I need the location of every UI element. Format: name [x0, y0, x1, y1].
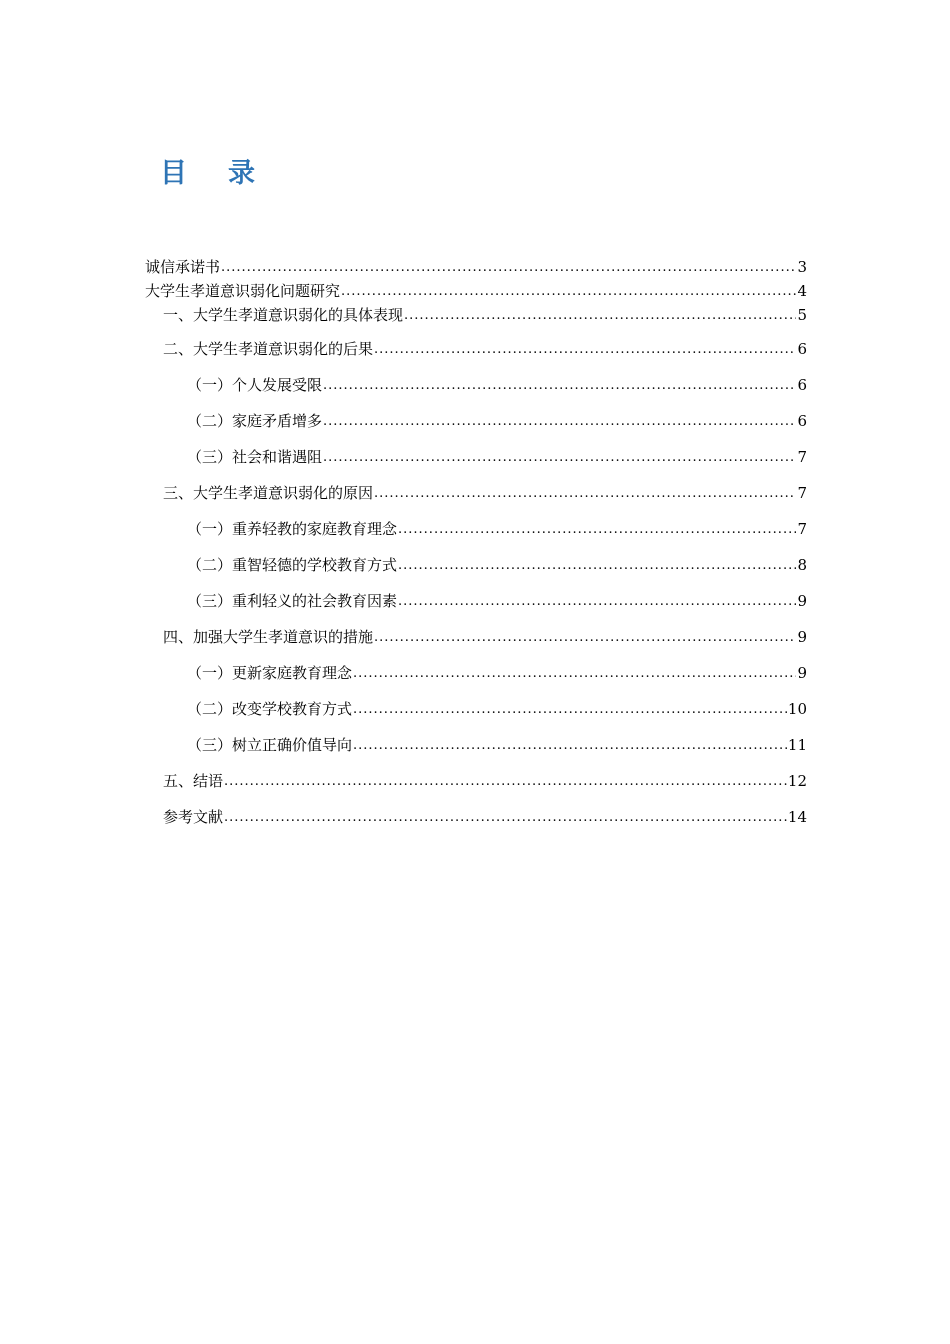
toc-entry-label: （二）重智轻德的学校教育方式	[187, 556, 398, 574]
toc-dot-leader	[353, 739, 787, 752]
toc-entry-page-number: 10	[787, 700, 807, 718]
toc-entry[interactable]	[145, 583, 807, 619]
toc-entry[interactable]	[145, 619, 807, 655]
toc-dot-leader	[398, 595, 796, 608]
toc-dot-leader	[353, 703, 787, 716]
toc-entry[interactable]	[145, 303, 807, 331]
toc-dot-leader	[374, 487, 796, 500]
toc-entry-page-number: 7	[797, 448, 807, 466]
toc-entry-page-number: 3	[797, 258, 807, 276]
toc-entry-page-number: 4	[797, 282, 807, 300]
toc-entry-label: 大学生孝道意识弱化问题研究	[145, 282, 341, 300]
toc-dot-leader	[341, 285, 796, 298]
toc-entry-page-number: 7	[797, 484, 807, 502]
toc-entry-page-number: 9	[797, 592, 807, 610]
toc-entry[interactable]	[145, 367, 807, 403]
toc-entry-label: 二、大学生孝道意识弱化的后果	[163, 340, 374, 358]
toc-entry[interactable]	[145, 439, 807, 475]
toc-entry-label: （一）个人发展受限	[187, 376, 323, 394]
toc-entry-label: （一）更新家庭教育理念	[187, 664, 353, 682]
toc-entry[interactable]	[145, 403, 807, 439]
toc-entry-page-number: 14	[787, 808, 807, 826]
toc-dot-leader	[404, 309, 796, 322]
toc-entry-page-number: 9	[797, 664, 807, 682]
toc-entry-label: （一）重养轻教的家庭教育理念	[187, 520, 398, 538]
toc-title: 目录	[160, 158, 296, 189]
toc-entry[interactable]	[145, 799, 807, 835]
toc-entry-page-number: 12	[787, 772, 807, 790]
toc-entry-label: 一、大学生孝道意识弱化的具体表现	[163, 306, 404, 324]
toc-dot-leader	[221, 261, 796, 274]
toc-entry-label: 三、大学生孝道意识弱化的原因	[163, 484, 374, 502]
toc-dot-leader	[323, 415, 796, 428]
toc-dot-leader	[224, 775, 787, 788]
toc-entry[interactable]	[145, 691, 807, 727]
toc-dot-leader	[374, 631, 796, 644]
toc-entry-label: 参考文献	[163, 808, 224, 826]
toc-entry-page-number: 6	[797, 412, 807, 430]
toc-entry[interactable]	[145, 727, 807, 763]
toc-entry-label: （三）社会和谐遇阻	[187, 448, 323, 466]
toc-entry[interactable]	[145, 511, 807, 547]
toc-entry[interactable]	[145, 763, 807, 799]
toc-dot-leader	[323, 379, 796, 392]
toc-entry-page-number: 6	[797, 340, 807, 358]
toc-dot-leader	[353, 667, 796, 680]
toc-entry-page-number: 6	[797, 376, 807, 394]
toc-entry-page-number: 7	[797, 520, 807, 538]
toc-entry[interactable]	[145, 279, 807, 303]
toc-dot-leader	[374, 343, 796, 356]
toc-dot-leader	[224, 811, 787, 824]
toc-dot-leader	[398, 523, 796, 536]
toc-entry[interactable]	[145, 547, 807, 583]
toc-entry-label: （二）改变学校教育方式	[187, 700, 353, 718]
toc-entry[interactable]	[145, 655, 807, 691]
toc-entry[interactable]	[145, 475, 807, 511]
toc-entry-label: （三）重利轻义的社会教育因素	[187, 592, 398, 610]
toc-entry-page-number: 5	[797, 306, 807, 324]
toc-dot-leader	[323, 451, 796, 464]
toc-entry-page-number: 9	[797, 628, 807, 646]
toc-entry-label: 诚信承诺书	[145, 258, 221, 276]
toc-entry-label: （二）家庭矛盾增多	[187, 412, 323, 430]
toc-entry-label: 四、加强大学生孝道意识的措施	[163, 628, 374, 646]
toc-entry-page-number: 11	[787, 736, 807, 754]
toc-entry-label: 五、结语	[163, 772, 224, 790]
toc-list	[145, 255, 807, 835]
toc-entry-page-number: 8	[797, 556, 807, 574]
toc-entry[interactable]	[145, 331, 807, 367]
toc-entry-label: （三）树立正确价值导向	[187, 736, 353, 754]
toc-entry[interactable]	[145, 255, 807, 279]
toc-dot-leader	[398, 559, 796, 572]
